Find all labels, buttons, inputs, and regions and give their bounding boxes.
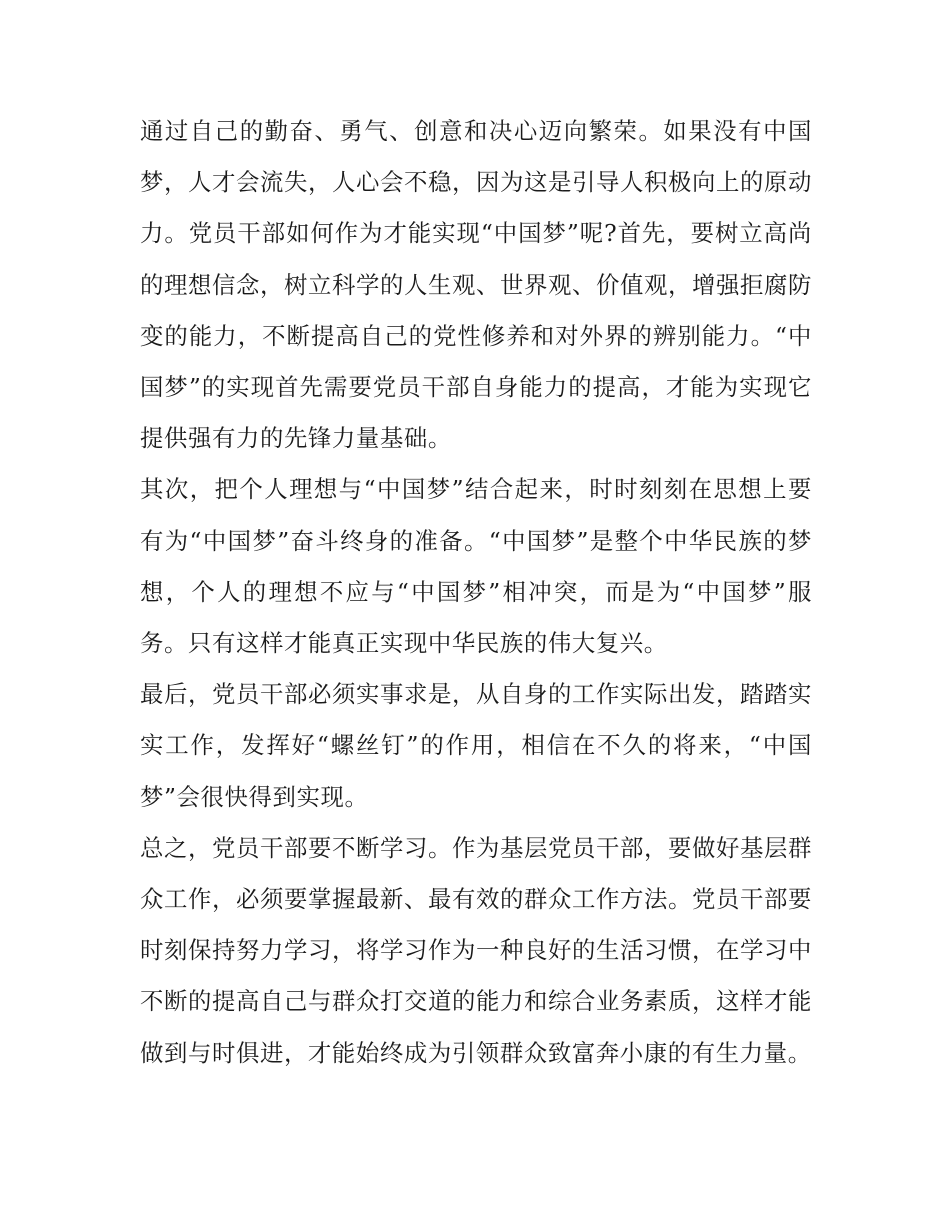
document-body <box>140 106 812 1079</box>
paragraph-1: 通过自己的勤奋、勇气、创意和决心迈向繁荣。如果没有中国梦，人才会流失，人心会不稳，因为这是引导人积极向上的原动力。党员干部如何作为才能实现“中国梦”呢?首先，要树立高尚的理想信念，树立科学的人生观、世界观、价值观，增强拒腐防变的能力，不断提高自己的党性修养和对外界的辨别能力。“中国梦”的实现首先需要党员干部自身能力的提高，才能为实现它提供强有力的先锋力量基础。 <box>140 117 812 453</box>
paragraph-2: 其次，把个人理想与“中国梦”结合起来，时时刻刻在思想上要有为“中国梦”奋斗终身的准备。“中国梦”是整个中华民族的梦想，个人的理想不应与“中国梦”相冲突，而是为“中国梦”服务。只有这样才能真正实现中华民族的伟大复兴。 <box>140 475 812 658</box>
paragraph-3: 最后，党员干部必须实事求是，从自身的工作实际出发，踏踏实实工作，发挥好“螺丝钉”的作用，相信在不久的将来，“中国梦”会很快得到实现。 <box>140 680 812 811</box>
paragraph-4: 总之，党员干部要不断学习。作为基层党员干部，要做好基层群众工作，必须要掌握最新、最有效的群众工作方法。党员干部要时刻保持努力学习，将学习作为一种良好的生活习惯，在学习中不断的提高自己与群众打交道的能力和综合业务素质，这样才能做到与时俱进，才能始终成为引领群众致富奔小康的有生力量。 <box>140 833 812 1067</box>
